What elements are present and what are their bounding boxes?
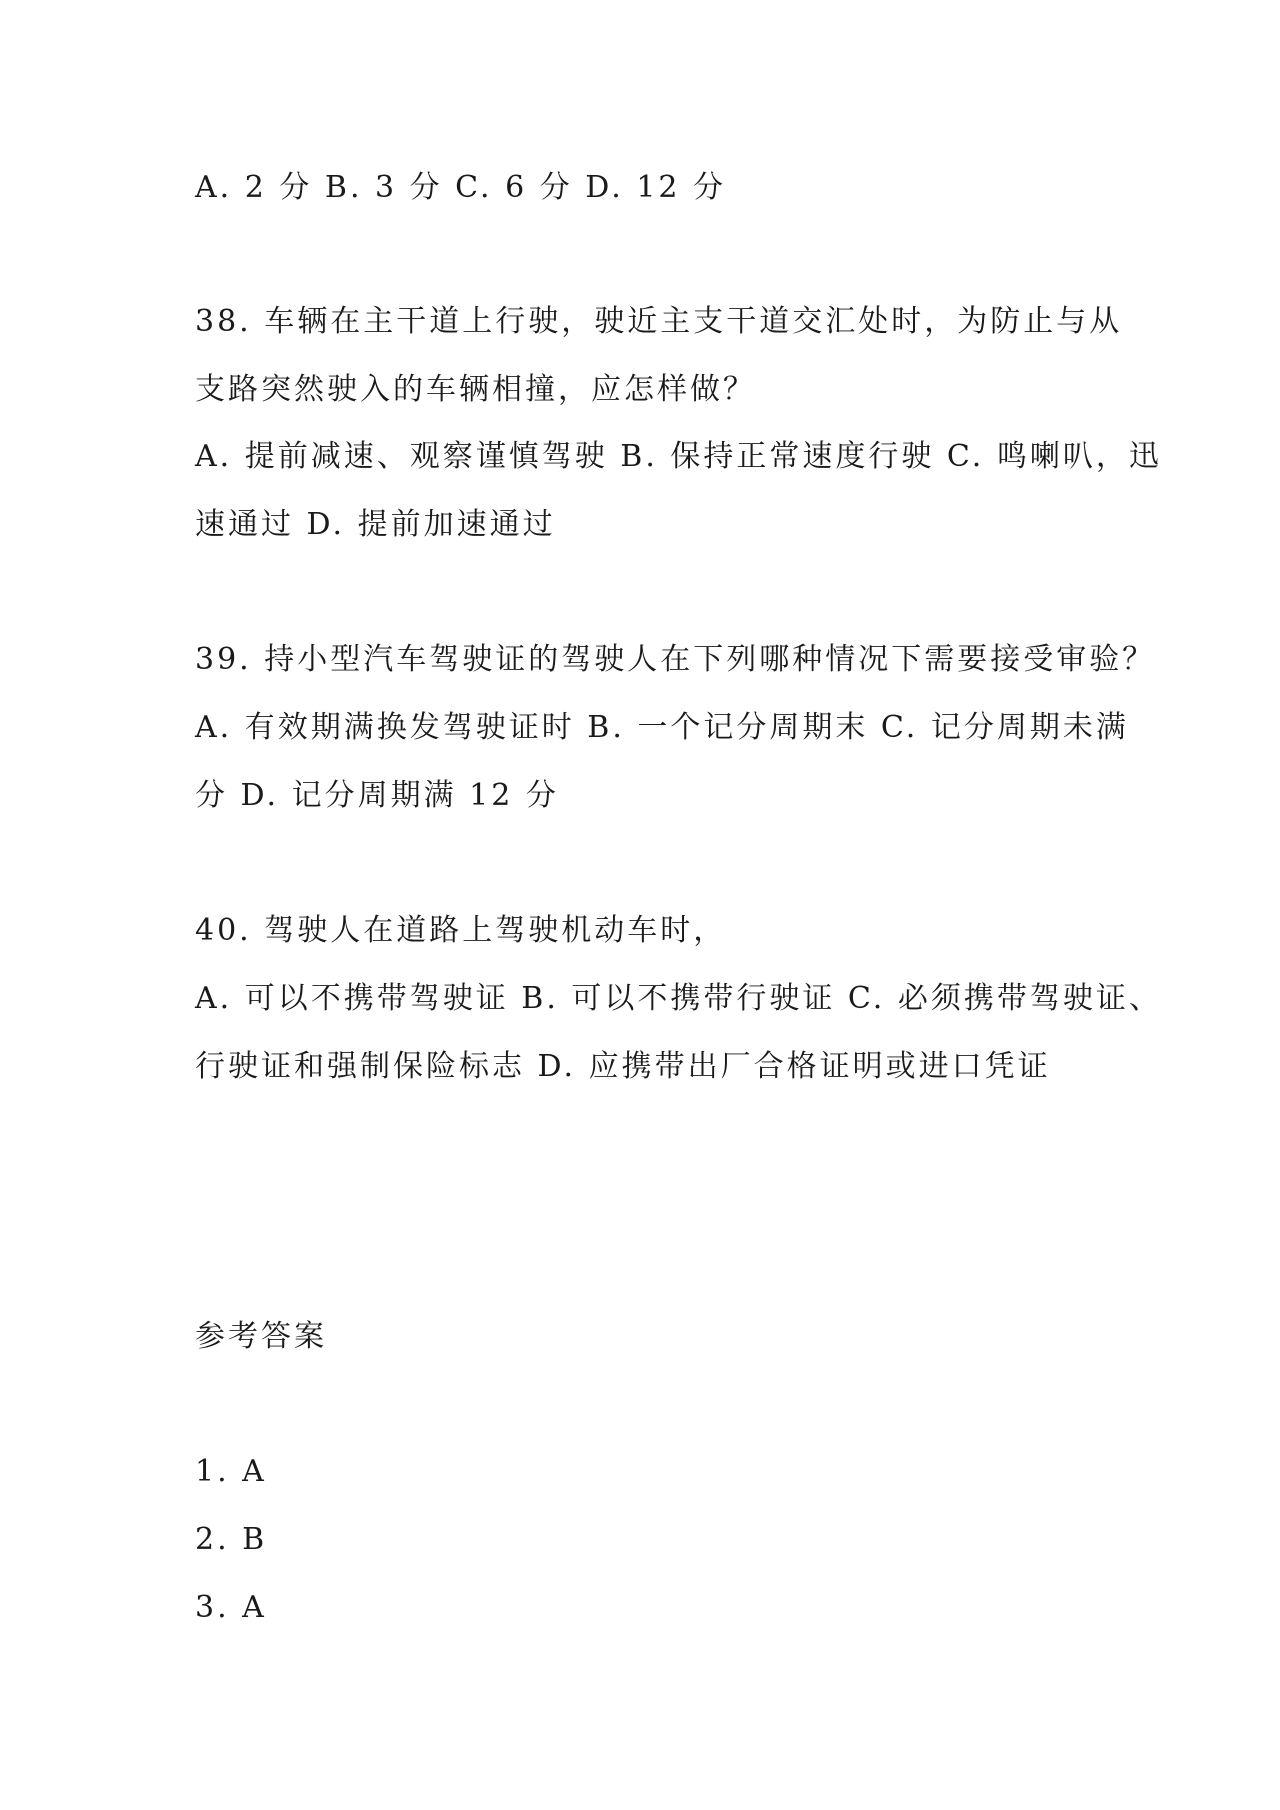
answer-item: 3. A: [195, 1590, 267, 1625]
q40-options-line1: A. 可以不携带驾驶证 B. 可以不携带行驶证 C. 必须携带驾驶证、: [195, 981, 1162, 1016]
q38-stem-line1: 38. 车辆在主干道上行驶，驶近主支干道交汇处时，为防止与从: [195, 304, 1123, 339]
q38-options-line1: A. 提前减速、观察谨慎驾驶 B. 保持正常速度行驶 C. 鸣喇叭，迅: [195, 439, 1162, 474]
q38-stem-line2: 支路突然驶入的车辆相撞，应怎样做？: [195, 372, 756, 407]
answer-item: 1. A: [195, 1454, 267, 1489]
q37-options: A. 2 分 B. 3 分 C. 6 分 D. 12 分: [195, 170, 727, 205]
q39-options-line2: 分 D. 记分周期满 12 分: [195, 778, 559, 813]
q39-options-line1: A. 有效期满换发驾驶证时 B. 一个记分周期末 C. 记分周期未满: [195, 710, 1129, 745]
answer-item: 2. B: [195, 1522, 268, 1557]
q38-options-line2: 速通过 D. 提前加速通过: [195, 507, 556, 542]
q40-stem: 40. 驾驶人在道路上驾驶机动车时，: [195, 913, 727, 948]
q40-options-line2: 行驶证和强制保险标志 D. 应携带出厂合格证明或进口凭证: [195, 1049, 1051, 1084]
answers-heading: 参考答案: [195, 1319, 327, 1354]
q39-stem: 39. 持小型汽车驾驶证的驾驶人在下列哪种情况下需要接受审验？: [195, 642, 1156, 677]
